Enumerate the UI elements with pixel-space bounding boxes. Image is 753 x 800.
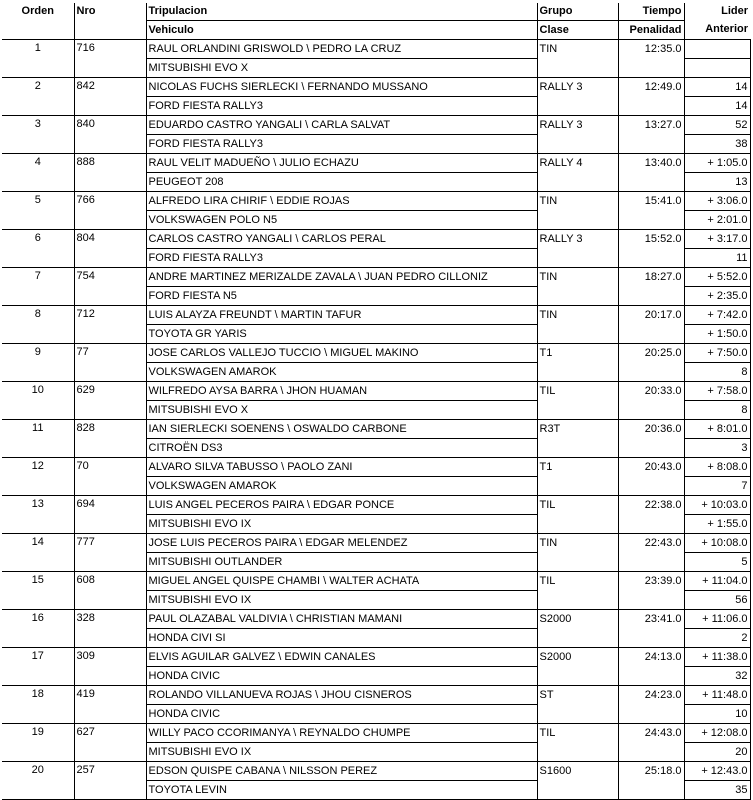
header-row-primary <box>2 3 750 21</box>
header-nro: Nro <box>74 3 146 21</box>
nro-cell: 309 <box>74 648 146 686</box>
lider-cell: + 10:08.0 <box>684 534 750 553</box>
grupo-cell: S2000 <box>537 648 618 667</box>
tiempo-cell: 24:13.0 <box>618 648 684 667</box>
lider-cell: + 8:08.0 <box>684 458 750 477</box>
vehicle-cell: HONDA CIVI SI <box>146 629 537 648</box>
tiempo-cell: 22:38.0 <box>618 496 684 515</box>
lider-cell: + 3:06.0 <box>684 192 750 211</box>
clase-cell <box>537 553 618 572</box>
nro-cell: 840 <box>74 116 146 154</box>
table-row <box>2 610 750 629</box>
vehicle-cell: MITSUBISHI EVO IX <box>146 743 537 762</box>
grupo-cell: RALLY 3 <box>537 78 618 97</box>
vehicle-cell: VOLKSWAGEN POLO N5 <box>146 211 537 230</box>
results-table <box>2 3 751 800</box>
orden-cell: 20 <box>2 762 74 800</box>
nro-cell: 257 <box>74 762 146 800</box>
crew-cell: WILLY PACO CCORIMANYA \ REYNALDO CHUMPE <box>146 724 537 743</box>
grupo-cell: S2000 <box>537 610 618 629</box>
vehicle-cell: TOYOTA GR YARIS <box>146 325 537 344</box>
table-row <box>2 116 750 135</box>
nro-cell: 777 <box>74 534 146 572</box>
vehicle-cell: MITSUBISHI EVO IX <box>146 591 537 610</box>
nro-cell: 627 <box>74 724 146 762</box>
penalidad-cell <box>618 667 684 686</box>
header-anterior: Anterior <box>684 21 750 40</box>
grupo-cell: TIL <box>537 382 618 401</box>
penalidad-cell <box>618 553 684 572</box>
clase-cell <box>537 781 618 800</box>
crew-cell: ALFREDO LIRA CHIRIF \ EDDIE ROJAS <box>146 192 537 211</box>
lider-cell: + 11:06.0 <box>684 610 750 629</box>
clase-cell <box>537 515 618 534</box>
orden-cell: 2 <box>2 78 74 116</box>
anterior-cell: 5 <box>684 553 750 572</box>
clase-cell <box>537 667 618 686</box>
grupo-cell: RALLY 3 <box>537 116 618 135</box>
lider-cell: + 12:08.0 <box>684 724 750 743</box>
crew-cell: NICOLAS FUCHS SIERLECKI \ FERNANDO MUSSANO <box>146 78 537 97</box>
tiempo-cell: 18:27.0 <box>618 268 684 287</box>
table-row <box>2 344 750 363</box>
lider-cell: + 11:04.0 <box>684 572 750 591</box>
lider-cell: 14 <box>684 78 750 97</box>
grupo-cell: TIN <box>537 192 618 211</box>
orden-cell: 13 <box>2 496 74 534</box>
header-orden: Orden <box>21 5 54 18</box>
tiempo-cell: 20:33.0 <box>618 382 684 401</box>
nro-cell: 716 <box>74 40 146 78</box>
tiempo-cell: 20:36.0 <box>618 420 684 439</box>
vehicle-cell: HONDA CIVIC <box>146 705 537 724</box>
penalidad-cell <box>618 287 684 306</box>
clase-cell <box>537 363 618 382</box>
vehicle-cell: MITSUBISHI EVO IX <box>146 515 537 534</box>
anterior-cell: + 1:50.0 <box>684 325 750 344</box>
grupo-cell: TIL <box>537 572 618 591</box>
lider-cell <box>684 40 750 59</box>
crew-cell: WILFREDO AYSA BARRA \ JHON HUAMAN <box>146 382 537 401</box>
crew-cell: ELVIS AGUILAR GALVEZ \ EDWIN CANALES <box>146 648 537 667</box>
table-row <box>2 78 750 97</box>
header-nro-blank <box>74 21 146 40</box>
orden-cell: 18 <box>2 686 74 724</box>
grupo-cell: TIN <box>537 306 618 325</box>
clase-cell <box>537 477 618 496</box>
grupo-cell: RALLY 3 <box>537 230 618 249</box>
orden-cell: 1 <box>2 40 74 78</box>
anterior-cell: 8 <box>684 363 750 382</box>
anterior-cell: 11 <box>684 249 750 268</box>
tiempo-cell: 23:39.0 <box>618 572 684 591</box>
penalidad-cell <box>618 781 684 800</box>
table-row <box>2 496 750 515</box>
results-table-header <box>2 3 750 40</box>
nro-cell: 766 <box>74 192 146 230</box>
penalidad-cell <box>618 705 684 724</box>
anterior-cell: 10 <box>684 705 750 724</box>
vehicle-cell: TOYOTA LEVIN <box>146 781 537 800</box>
header-vehiculo: Vehiculo <box>146 21 537 40</box>
grupo-cell: TIL <box>537 496 618 515</box>
table-row <box>2 762 750 781</box>
orden-cell: 17 <box>2 648 74 686</box>
grupo-cell: TIN <box>537 534 618 553</box>
penalidad-cell <box>618 477 684 496</box>
vehicle-cell: MITSUBISHI OUTLANDER <box>146 553 537 572</box>
orden-cell: 4 <box>2 154 74 192</box>
table-row <box>2 154 750 173</box>
anterior-cell: 20 <box>684 743 750 762</box>
tiempo-cell: 20:25.0 <box>618 344 684 363</box>
grupo-cell: T1 <box>537 344 618 363</box>
orden-cell: 8 <box>2 306 74 344</box>
penalidad-cell <box>618 325 684 344</box>
header-tiempo: Tiempo <box>618 3 684 21</box>
header-orden-blank <box>2 21 74 40</box>
lider-cell: + 1:05.0 <box>684 154 750 173</box>
clase-cell <box>537 287 618 306</box>
clase-cell <box>537 59 618 78</box>
tiempo-cell: 25:18.0 <box>618 762 684 781</box>
vehicle-cell: MITSUBISHI EVO X <box>146 59 537 78</box>
vehicle-cell: CITROËN DS3 <box>146 439 537 458</box>
clase-cell <box>537 173 618 192</box>
nro-cell: 694 <box>74 496 146 534</box>
clase-cell <box>537 401 618 420</box>
orden-cell: 16 <box>2 610 74 648</box>
nro-cell: 419 <box>74 686 146 724</box>
header-row-secondary <box>2 21 750 40</box>
lider-cell: + 8:01.0 <box>684 420 750 439</box>
vehicle-cell: HONDA CIVIC <box>146 667 537 686</box>
tiempo-cell: 24:23.0 <box>618 686 684 705</box>
lider-cell: + 11:48.0 <box>684 686 750 705</box>
crew-cell: CARLOS CASTRO YANGALI \ CARLOS PERAL <box>146 230 537 249</box>
tiempo-cell: 23:41.0 <box>618 610 684 629</box>
grupo-cell: TIN <box>537 40 618 59</box>
crew-cell: JOSE LUIS PECEROS PAIRA \ EDGAR MELENDEZ <box>146 534 537 553</box>
grupo-cell: R3T <box>537 420 618 439</box>
anterior-cell: 35 <box>684 781 750 800</box>
anterior-cell: 3 <box>684 439 750 458</box>
nro-cell: 804 <box>74 230 146 268</box>
orden-cell: 6 <box>2 230 74 268</box>
nro-cell: 842 <box>74 78 146 116</box>
grupo-cell: TIL <box>537 724 618 743</box>
tiempo-cell: 15:41.0 <box>618 192 684 211</box>
clase-cell <box>537 705 618 724</box>
orden-cell: 5 <box>2 192 74 230</box>
penalidad-cell <box>618 439 684 458</box>
table-row <box>2 230 750 249</box>
lider-cell: 52 <box>684 116 750 135</box>
grupo-cell: TIN <box>537 268 618 287</box>
clase-cell <box>537 591 618 610</box>
table-row <box>2 648 750 667</box>
tiempo-cell: 20:17.0 <box>618 306 684 325</box>
tiempo-cell: 20:43.0 <box>618 458 684 477</box>
table-row <box>2 534 750 553</box>
orden-cell: 10 <box>2 382 74 420</box>
penalidad-cell <box>618 59 684 78</box>
lider-cell: + 7:50.0 <box>684 344 750 363</box>
orden-cell: 12 <box>2 458 74 496</box>
orden-cell: 9 <box>2 344 74 382</box>
orden-cell: 3 <box>2 116 74 154</box>
crew-cell: IAN SIERLECKI SOENENS \ OSWALDO CARBONE <box>146 420 537 439</box>
orden-cell: 7 <box>2 268 74 306</box>
header-grupo: Grupo <box>537 3 618 21</box>
crew-cell: LUIS ANGEL PECEROS PAIRA \ EDGAR PONCE <box>146 496 537 515</box>
penalidad-cell <box>618 211 684 230</box>
nro-cell: 712 <box>74 306 146 344</box>
clase-cell <box>537 629 618 648</box>
anterior-cell: + 1:55.0 <box>684 515 750 534</box>
nro-cell: 828 <box>74 420 146 458</box>
table-row <box>2 724 750 743</box>
clase-cell <box>537 135 618 154</box>
vehicle-cell: PEUGEOT 208 <box>146 173 537 192</box>
orden-cell: 14 <box>2 534 74 572</box>
vehicle-cell: MITSUBISHI EVO X <box>146 401 537 420</box>
penalidad-cell <box>618 173 684 192</box>
lider-cell: + 7:58.0 <box>684 382 750 401</box>
header-tripulacion: Tripulacion <box>146 3 537 21</box>
penalidad-cell <box>618 97 684 116</box>
anterior-cell: 8 <box>684 401 750 420</box>
grupo-cell: RALLY 4 <box>537 154 618 173</box>
tiempo-cell: 12:35.0 <box>618 40 684 59</box>
anterior-cell <box>684 59 750 78</box>
clase-cell <box>537 439 618 458</box>
lider-cell: + 5:52.0 <box>684 268 750 287</box>
crew-cell: ANDRE MARTINEZ MERIZALDE ZAVALA \ JUAN PEDRO CILLONIZ <box>146 268 537 287</box>
nro-cell: 77 <box>74 344 146 382</box>
crew-cell: LUIS ALAYZA FREUNDT \ MARTIN TAFUR <box>146 306 537 325</box>
tiempo-cell: 15:52.0 <box>618 230 684 249</box>
lider-cell: + 12:43.0 <box>684 762 750 781</box>
results-table-body <box>2 40 750 800</box>
crew-cell: ALVARO SILVA TABUSSO \ PAOLO ZANI <box>146 458 537 477</box>
grupo-cell: T1 <box>537 458 618 477</box>
table-row <box>2 458 750 477</box>
penalidad-cell <box>618 249 684 268</box>
table-row <box>2 572 750 591</box>
penalidad-cell <box>618 401 684 420</box>
header-clase: Clase <box>537 21 618 40</box>
penalidad-cell <box>618 135 684 154</box>
table-row <box>2 420 750 439</box>
table-row <box>2 686 750 705</box>
vehicle-cell: FORD FIESTA RALLY3 <box>146 97 537 116</box>
table-row <box>2 268 750 287</box>
orden-cell: 15 <box>2 572 74 610</box>
vehicle-cell: FORD FIESTA RALLY3 <box>146 135 537 154</box>
anterior-cell: 32 <box>684 667 750 686</box>
table-row <box>2 306 750 325</box>
crew-cell: RAUL ORLANDINI GRISWOLD \ PEDRO LA CRUZ <box>146 40 537 59</box>
orden-cell: 19 <box>2 724 74 762</box>
penalidad-cell <box>618 629 684 648</box>
crew-cell: ROLANDO VILLANUEVA ROJAS \ JHOU CISNEROS <box>146 686 537 705</box>
clase-cell <box>537 211 618 230</box>
tiempo-cell: 13:40.0 <box>618 154 684 173</box>
clase-cell <box>537 97 618 116</box>
lider-cell: + 7:42.0 <box>684 306 750 325</box>
grupo-cell: S1600 <box>537 762 618 781</box>
nro-cell: 328 <box>74 610 146 648</box>
nro-cell: 888 <box>74 154 146 192</box>
table-row <box>2 192 750 211</box>
crew-cell: RAUL VELIT MADUEÑO \ JULIO ECHAZU <box>146 154 537 173</box>
crew-cell: JOSE CARLOS VALLEJO TUCCIO \ MIGUEL MAKINO <box>146 344 537 363</box>
anterior-cell: 14 <box>684 97 750 116</box>
vehicle-cell: FORD FIESTA N5 <box>146 287 537 306</box>
anterior-cell: 38 <box>684 135 750 154</box>
lider-cell: + 3:17.0 <box>684 230 750 249</box>
tiempo-cell: 24:43.0 <box>618 724 684 743</box>
tiempo-cell: 13:27.0 <box>618 116 684 135</box>
nro-cell: 608 <box>74 572 146 610</box>
header-lider: Lider <box>684 3 750 21</box>
penalidad-cell <box>618 515 684 534</box>
orden-cell: 11 <box>2 420 74 458</box>
header-penalidad: Penalidad <box>618 21 684 40</box>
penalidad-cell <box>618 591 684 610</box>
anterior-cell: + 2:35.0 <box>684 287 750 306</box>
lider-cell: + 11:38.0 <box>684 648 750 667</box>
vehicle-cell: VOLKSWAGEN AMAROK <box>146 363 537 382</box>
tiempo-cell: 22:43.0 <box>618 534 684 553</box>
crew-cell: EDUARDO CASTRO YANGALI \ CARLA SALVAT <box>146 116 537 135</box>
clase-cell <box>537 743 618 762</box>
vehicle-cell: FORD FIESTA RALLY3 <box>146 249 537 268</box>
crew-cell: EDSON QUISPE CABANA \ NILSSON PEREZ <box>146 762 537 781</box>
lider-cell: + 10:03.0 <box>684 496 750 515</box>
table-row <box>2 382 750 401</box>
anterior-cell: 56 <box>684 591 750 610</box>
nro-cell: 70 <box>74 458 146 496</box>
crew-cell: PAUL OLAZABAL VALDIVIA \ CHRISTIAN MAMANI <box>146 610 537 629</box>
anterior-cell: 2 <box>684 629 750 648</box>
nro-cell: 754 <box>74 268 146 306</box>
penalidad-cell <box>618 743 684 762</box>
anterior-cell: + 2:01.0 <box>684 211 750 230</box>
clase-cell <box>537 249 618 268</box>
grupo-cell: ST <box>537 686 618 705</box>
clase-cell <box>537 325 618 344</box>
anterior-cell: 13 <box>684 173 750 192</box>
anterior-cell: 7 <box>684 477 750 496</box>
table-row <box>2 40 750 59</box>
tiempo-cell: 12:49.0 <box>618 78 684 97</box>
penalidad-cell <box>618 363 684 382</box>
nro-cell: 629 <box>74 382 146 420</box>
crew-cell: MIGUEL ANGEL QUISPE CHAMBI \ WALTER ACHATA <box>146 572 537 591</box>
vehicle-cell: VOLKSWAGEN AMAROK <box>146 477 537 496</box>
